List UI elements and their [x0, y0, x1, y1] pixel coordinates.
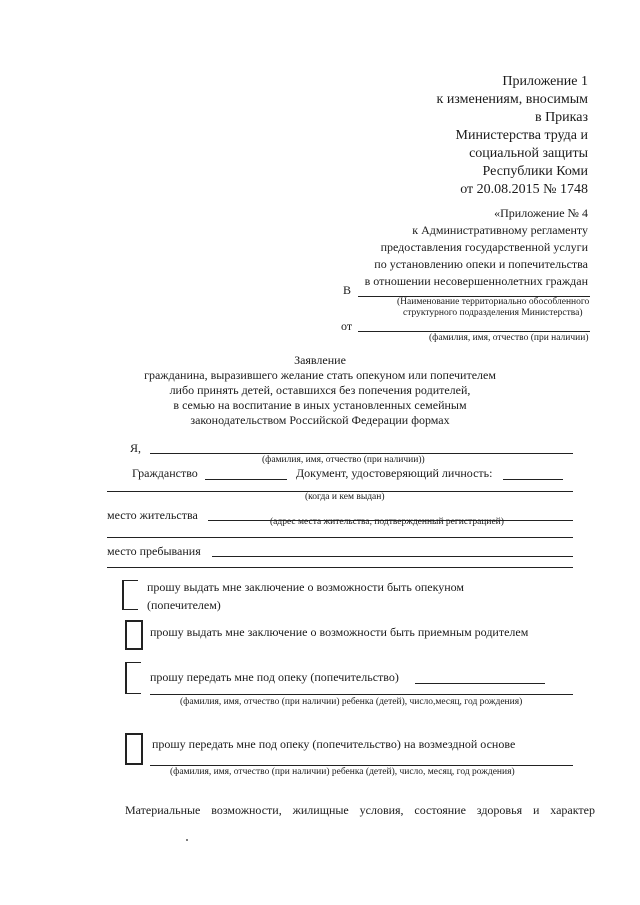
child-field-line-2[interactable]: [150, 694, 573, 695]
to-label: В: [343, 283, 352, 297]
stay-label: место пребывания: [107, 544, 201, 558]
stay-field-line-2[interactable]: [107, 567, 573, 568]
appendix-line: по установлению опеки и попечительства: [374, 257, 588, 271]
title-line: Заявление: [294, 353, 346, 367]
option-checkbox[interactable]: [125, 662, 141, 694]
title-line: законодательством Российской Федерации формах: [190, 413, 450, 427]
from-hint: (фамилия, имя, отчество (при наличии): [429, 333, 589, 343]
stay-field-line[interactable]: [212, 556, 573, 557]
appendix-line: в отношении несовершеннолетних граждан: [364, 274, 588, 288]
citizenship-label: Гражданство: [132, 466, 198, 480]
appendix-line: предоставления государственной услуги: [380, 240, 588, 254]
document-label: Документ, удостоверяющий личность:: [296, 466, 493, 480]
header-line: Министерства труда и: [455, 128, 588, 143]
residence-label: место жительства: [107, 508, 198, 522]
residence-field-line-2[interactable]: [107, 537, 573, 538]
document-field-line[interactable]: [503, 479, 563, 480]
header-line: Приложение 1: [502, 74, 588, 89]
option-text: прошу передать мне под опеку (попечительство) на возмездной основе: [152, 737, 516, 751]
from-label: от: [341, 319, 353, 333]
title-line: в семью на воспитание в иных установленных семейным: [173, 398, 467, 412]
option-text: прошу выдать мне заключение о возможности быть приемным родителем: [150, 625, 529, 639]
child-hint: (фамилия, имя, отчество (при наличии) ребенка (детей), число, месяц, год рождения): [170, 767, 515, 777]
document-hint: (когда и кем выдан): [305, 492, 385, 502]
header-line: к изменениям, вносимым: [436, 92, 588, 107]
name-hint: (фамилия, имя, отчество (при наличии)): [262, 455, 425, 465]
option-checkbox[interactable]: [122, 580, 138, 610]
footer-paragraph: Материальные возможности, жилищные условия, состояние здоровья и характер: [125, 803, 595, 817]
residence-hint: (адрес места жительства, подтвержденный регистрацией): [270, 517, 504, 527]
i-label: Я,: [130, 441, 142, 455]
option-checkbox[interactable]: [125, 620, 143, 650]
appendix-line: «Приложение № 4: [494, 206, 588, 220]
option-text: прошу выдать мне заключение о возможности быть опекуном: [147, 580, 465, 594]
child-field-line[interactable]: [415, 683, 545, 684]
option-text: прошу передать мне под опеку (попечительство): [150, 670, 399, 684]
header-line: социальной защиты: [469, 146, 588, 161]
to-hint: структурного подразделения Министерства): [403, 308, 583, 318]
title-line: гражданина, выразившего желание стать опекуном или попечителем: [144, 368, 496, 382]
appendix-line: к Административному регламенту: [412, 223, 588, 237]
title-line: либо принять детей, оставшихся без попечения родителей,: [169, 383, 471, 397]
option-checkbox[interactable]: [125, 733, 143, 765]
header-line: от 20.08.2015 № 1748: [460, 182, 588, 197]
name-field-line[interactable]: [150, 453, 573, 454]
option-text: (попечителем): [147, 598, 221, 612]
to-hint: (Наименование территориально обособленного: [397, 297, 590, 307]
header-line: Республики Коми: [482, 164, 588, 179]
header-line: в Приказ: [534, 110, 588, 125]
from-field-line[interactable]: [358, 331, 590, 332]
citizenship-field-line[interactable]: [205, 479, 287, 480]
child-hint: (фамилия, имя, отчество (при наличии) ребенка (детей), число,месяц, год рождения): [180, 697, 523, 707]
child-field-line[interactable]: [150, 765, 573, 766]
scan-speck: [186, 839, 188, 841]
